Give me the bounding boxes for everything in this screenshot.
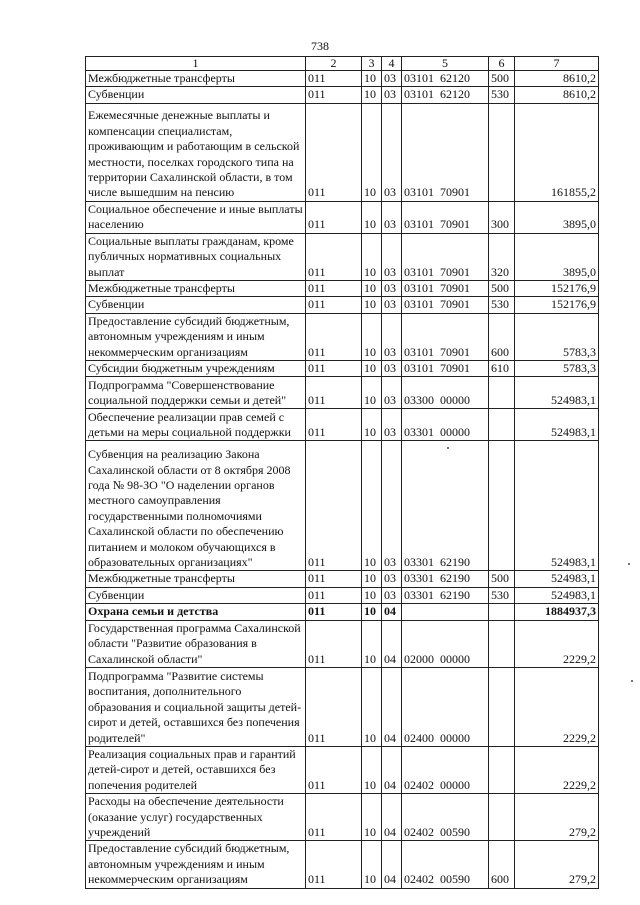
row-section-code: 10 (362, 620, 382, 667)
row-name: Подпрограмма "Совершенствование социальной поддержки семьи и детей" (86, 377, 306, 409)
table-row (86, 409, 599, 441)
table-row (86, 313, 599, 360)
row-ministry-code: 011 (306, 667, 362, 746)
row-subsection-code: 03 (382, 409, 402, 441)
row-target-code: 03301 62190 (402, 587, 489, 603)
header-row (86, 57, 599, 71)
column-header: 5 (402, 57, 489, 71)
row-subsection-code: 04 (382, 794, 402, 841)
row-target-code: 03101 70901 (402, 361, 489, 377)
row-name: Предоставление субсидий бюджетным, автономным учреждениям и иным некоммерческим организациям (86, 841, 306, 888)
row-ministry-code: 011 (306, 313, 362, 360)
row-name: Субвенции (86, 587, 306, 603)
row-section-code: 10 (362, 233, 382, 280)
table-row (86, 201, 599, 233)
column-header: 3 (362, 57, 382, 71)
column-header: 1 (86, 57, 306, 71)
row-name: Межбюджетные трансферты (86, 281, 306, 297)
row-ministry-code: 011 (306, 71, 362, 87)
row-amount: 8610,2 (515, 71, 599, 87)
row-expense-type: 320 (489, 233, 515, 280)
row-section-code: 10 (362, 201, 382, 233)
row-expense-type (489, 409, 515, 441)
row-ministry-code: 011 (306, 620, 362, 667)
column-header: 4 (382, 57, 402, 71)
page-number: 738 (311, 39, 329, 53)
row-ministry-code: 011 (306, 794, 362, 841)
row-section-code: 10 (362, 297, 382, 313)
row-ministry-code: 011 (306, 103, 362, 201)
row-section-code: 10 (362, 604, 382, 620)
row-expense-type: 500 (489, 71, 515, 87)
row-amount: 524983,1 (515, 587, 599, 603)
row-name: Субвенции (86, 297, 306, 313)
row-section-code: 10 (362, 746, 382, 793)
row-section-code: 10 (362, 571, 382, 587)
row-amount: 161855,2 (515, 103, 599, 201)
row-expense-type (489, 441, 515, 571)
row-expense-type (489, 377, 515, 409)
row-amount: 524983,1 (515, 571, 599, 587)
table-row (86, 587, 599, 603)
row-ministry-code: 011 (306, 87, 362, 103)
row-ministry-code: 011 (306, 281, 362, 297)
row-expense-type (489, 667, 515, 746)
scan-speck (631, 680, 633, 682)
table-row (86, 103, 599, 201)
row-name: Межбюджетные трансферты (86, 571, 306, 587)
row-name: Субвенция на реализацию Закона Сахалинской области от 8 октября 2008 года № 98-ЗО "О наделении органов местного самоуправления государственными полномочиями Сахалинской области по обеспечению питанием и молоком обучающихся в образовательных организациях" (86, 441, 306, 571)
row-name: Межбюджетные трансферты (86, 71, 306, 87)
table-row (86, 377, 599, 409)
row-amount: 5783,3 (515, 313, 599, 360)
row-expense-type: 530 (489, 297, 515, 313)
table-row (86, 361, 599, 377)
row-name: Расходы на обеспечение деятельности (оказание услуг) государственных учреждений (86, 794, 306, 841)
row-subsection-code: 03 (382, 313, 402, 360)
table-row (86, 794, 599, 841)
column-header: 6 (489, 57, 515, 71)
row-ministry-code: 011 (306, 571, 362, 587)
row-subsection-code: 03 (382, 587, 402, 603)
row-subsection-code: 04 (382, 667, 402, 746)
row-expense-type (489, 794, 515, 841)
row-target-code: 03101 62120 (402, 71, 489, 87)
row-subsection-code: 04 (382, 620, 402, 667)
row-section-code: 10 (362, 667, 382, 746)
row-expense-type (489, 620, 515, 667)
row-name: Реализация социальных прав и гарантий детей-сирот и детей, оставшихся без попечения родителей (86, 746, 306, 793)
row-section-code: 10 (362, 794, 382, 841)
row-subsection-code: 03 (382, 103, 402, 201)
row-amount: 2229,2 (515, 667, 599, 746)
row-name: Охрана семьи и детства (86, 604, 306, 620)
row-amount: 279,2 (515, 841, 599, 888)
row-expense-type: 500 (489, 281, 515, 297)
row-ministry-code: 011 (306, 361, 362, 377)
table-row (86, 746, 599, 793)
row-ministry-code: 011 (306, 297, 362, 313)
row-name: Предоставление субсидий бюджетным, автономным учреждениям и иным некоммерческим организациям (86, 313, 306, 360)
row-target-code: 03301 62190 (402, 441, 489, 571)
row-expense-type: 300 (489, 201, 515, 233)
row-amount: 152176,9 (515, 297, 599, 313)
row-expense-type: 530 (489, 87, 515, 103)
row-section-code: 10 (362, 841, 382, 888)
row-name: Социальное обеспечение и иные выплаты населению (86, 201, 306, 233)
table-row (86, 297, 599, 313)
row-ministry-code: 011 (306, 604, 362, 620)
row-amount: 5783,3 (515, 361, 599, 377)
table-row (86, 620, 599, 667)
row-name: Социальные выплаты гражданам, кроме публичных нормативных социальных выплат (86, 233, 306, 280)
row-subsection-code: 03 (382, 571, 402, 587)
table-row (86, 233, 599, 280)
row-ministry-code: 011 (306, 201, 362, 233)
row-amount: 524983,1 (515, 409, 599, 441)
row-target-code: 03101 70901 (402, 313, 489, 360)
row-name: Ежемесячные денежные выплаты и компенсации специалистам, проживающим и работающим в сельской местности, поселках городского типа на территории Сахалинской области, в том числе вышедшим на пенсию (86, 103, 306, 201)
row-target-code: 02402 00590 (402, 841, 489, 888)
row-target-code: 03101 70901 (402, 103, 489, 201)
row-section-code: 10 (362, 361, 382, 377)
row-ministry-code: 011 (306, 587, 362, 603)
scan-speck (447, 447, 449, 449)
row-ministry-code: 011 (306, 233, 362, 280)
row-expense-type (489, 746, 515, 793)
row-target-code: 03101 62120 (402, 87, 489, 103)
row-target-code: 02402 00590 (402, 794, 489, 841)
row-subsection-code: 04 (382, 746, 402, 793)
row-target-code: 02402 00000 (402, 746, 489, 793)
row-name: Государственная программа Сахалинской области "Развитие образования в Сахалинской области" (86, 620, 306, 667)
row-section-code: 10 (362, 313, 382, 360)
row-expense-type: 600 (489, 841, 515, 888)
row-expense-type: 500 (489, 571, 515, 587)
row-section-code: 10 (362, 281, 382, 297)
row-amount: 2229,2 (515, 746, 599, 793)
row-section-code: 10 (362, 103, 382, 201)
row-amount: 524983,1 (515, 377, 599, 409)
table-row (86, 571, 599, 587)
row-subsection-code: 03 (382, 297, 402, 313)
table-row (86, 87, 599, 103)
row-section-code: 10 (362, 87, 382, 103)
row-ministry-code: 011 (306, 409, 362, 441)
row-target-code: 03101 70901 (402, 201, 489, 233)
row-expense-type (489, 103, 515, 201)
row-name: Подпрограмма "Развитие системы воспитания, дополнительного образования и социальной защиты детей-сирот и детей, оставшихся без попечения родителей" (86, 667, 306, 746)
row-amount: 3895,0 (515, 233, 599, 280)
row-ministry-code: 011 (306, 841, 362, 888)
row-subsection-code: 04 (382, 604, 402, 620)
row-target-code (402, 604, 489, 620)
row-amount: 2229,2 (515, 620, 599, 667)
row-subsection-code: 03 (382, 201, 402, 233)
row-section-code: 10 (362, 441, 382, 571)
column-header: 2 (306, 57, 362, 71)
row-target-code: 03301 62190 (402, 571, 489, 587)
row-ministry-code: 011 (306, 746, 362, 793)
row-target-code: 02000 00000 (402, 620, 489, 667)
row-ministry-code: 011 (306, 441, 362, 571)
row-amount: 152176,9 (515, 281, 599, 297)
row-subsection-code: 03 (382, 377, 402, 409)
row-target-code: 03101 70901 (402, 281, 489, 297)
row-subsection-code: 03 (382, 361, 402, 377)
row-amount: 1884937,3 (515, 604, 599, 620)
row-target-code: 03101 70901 (402, 233, 489, 280)
row-name: Обеспечение реализации прав семей с детьми на меры социальной поддержки (86, 409, 306, 441)
row-section-code: 10 (362, 377, 382, 409)
row-target-code: 02400 00000 (402, 667, 489, 746)
row-name: Субвенции (86, 87, 306, 103)
row-target-code: 03101 70901 (402, 297, 489, 313)
table-row (86, 281, 599, 297)
row-subsection-code: 04 (382, 841, 402, 888)
table-row (86, 841, 599, 888)
table-row (86, 441, 599, 571)
row-subsection-code: 03 (382, 71, 402, 87)
row-section-code: 10 (362, 71, 382, 87)
row-amount: 524983,1 (515, 441, 599, 571)
row-target-code: 03300 00000 (402, 377, 489, 409)
row-section-code: 10 (362, 587, 382, 603)
budget-table (85, 56, 599, 889)
row-expense-type: 530 (489, 587, 515, 603)
row-section-code: 10 (362, 409, 382, 441)
row-amount: 8610,2 (515, 87, 599, 103)
row-target-code: 03301 00000 (402, 409, 489, 441)
row-name: Субсидии бюджетным учреждениям (86, 361, 306, 377)
scan-speck (628, 563, 630, 565)
row-subsection-code: 03 (382, 441, 402, 571)
table-row (86, 667, 599, 746)
row-expense-type: 610 (489, 361, 515, 377)
row-subsection-code: 03 (382, 281, 402, 297)
table-row (86, 71, 599, 87)
row-amount: 279,2 (515, 794, 599, 841)
row-expense-type: 600 (489, 313, 515, 360)
column-header: 7 (515, 57, 599, 71)
table-row (86, 604, 599, 620)
row-subsection-code: 03 (382, 233, 402, 280)
row-subsection-code: 03 (382, 87, 402, 103)
row-ministry-code: 011 (306, 377, 362, 409)
row-amount: 3895,0 (515, 201, 599, 233)
row-expense-type (489, 604, 515, 620)
